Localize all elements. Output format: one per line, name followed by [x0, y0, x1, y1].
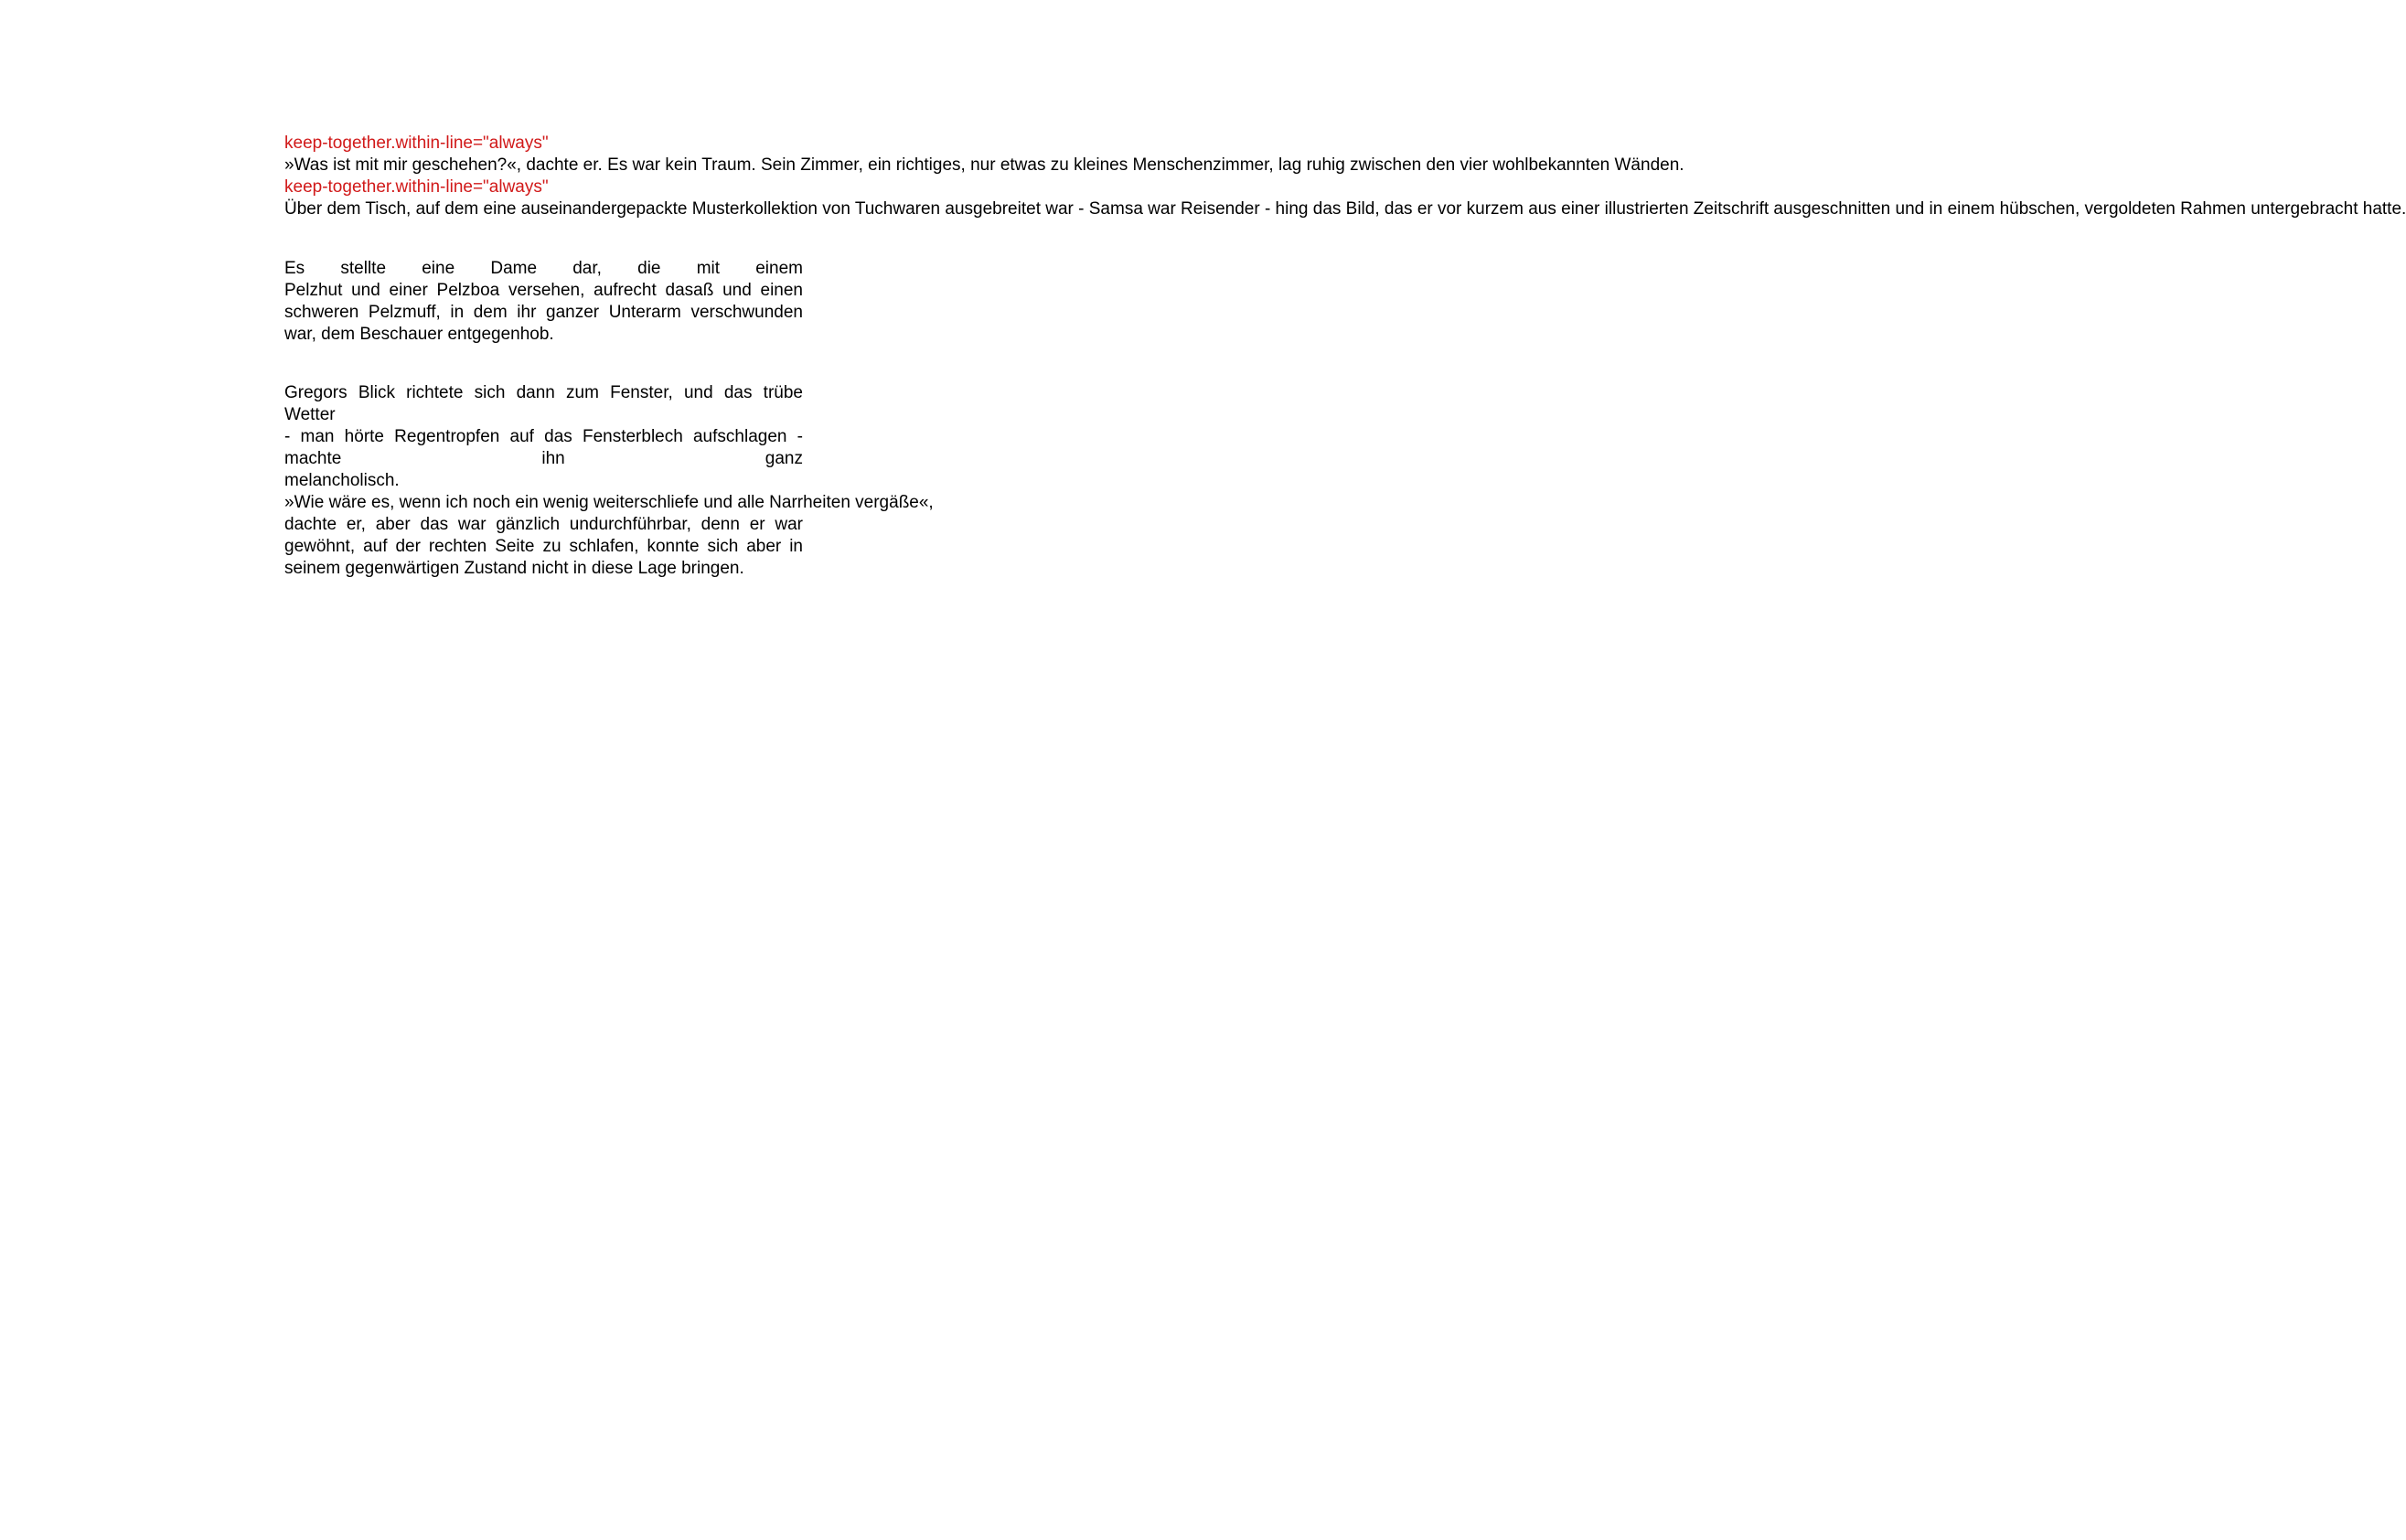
keep-together-label: keep-together.within-line="always" — [284, 134, 549, 153]
paragraph-line: Gregors Blick richtete sich dann zum Fenster, und das trübe — [284, 383, 803, 402]
unbroken-text-line: »Was ist mit mir geschehen?«, dachte er. Es war kein Traum. Sein Zimmer, ein richtiges, nur etwas zu kleines Menschenzimmer, lag ruhig zwischen den vier wohlbekannten Wänden. — [284, 155, 1684, 175]
paragraph-line: »Wie wäre es, wenn ich noch ein wenig weiterschliefe und alle Narrheiten vergäße«, — [284, 493, 934, 512]
paragraph-line: seinem gegenwärtigen Zustand nicht in diese Lage bringen. — [284, 559, 744, 578]
paragraph-justified — [284, 258, 803, 346]
paragraph-line: Wetter — [284, 405, 336, 424]
paragraph-line: dachte er, aber das war gänzlich undurchführbar, denn er war — [284, 515, 803, 534]
paragraph-line: melancholisch. — [284, 471, 400, 490]
paragraph-line: machte ihn ganz — [284, 449, 803, 468]
paragraph-linefeed — [284, 382, 934, 580]
paragraph-line: Es stellte eine Dame dar, die mit einem — [284, 259, 803, 278]
paragraph-line: gewöhnt, auf der rechten Seite zu schlafen, konnte sich aber in — [284, 537, 803, 556]
paragraph-line: Pelzhut und einer Pelzboa versehen, aufrecht dasaß und einen — [284, 281, 803, 300]
keep-together-label: keep-together.within-line="always" — [284, 177, 549, 197]
unbroken-text-line: Über dem Tisch, auf dem eine auseinandergepackte Musterkollektion von Tuchwaren ausgebreitet war - Samsa war Reisender - hing das Bild, das er vor kurzem aus einer illustrierten Zeitschrift ausgeschnitten und in einem hübschen, vergoldeten Rahmen untergebracht hatte. — [284, 199, 2406, 219]
keep-together-block — [284, 133, 2406, 220]
paragraph-line: schweren Pelzmuff, in dem ihr ganzer Unterarm verschwunden — [284, 303, 803, 322]
paragraph-line: war, dem Beschauer entgegenhob. — [284, 325, 554, 344]
paragraph-line: - man hörte Regentropfen auf das Fensterblech aufschlagen - — [284, 427, 803, 446]
